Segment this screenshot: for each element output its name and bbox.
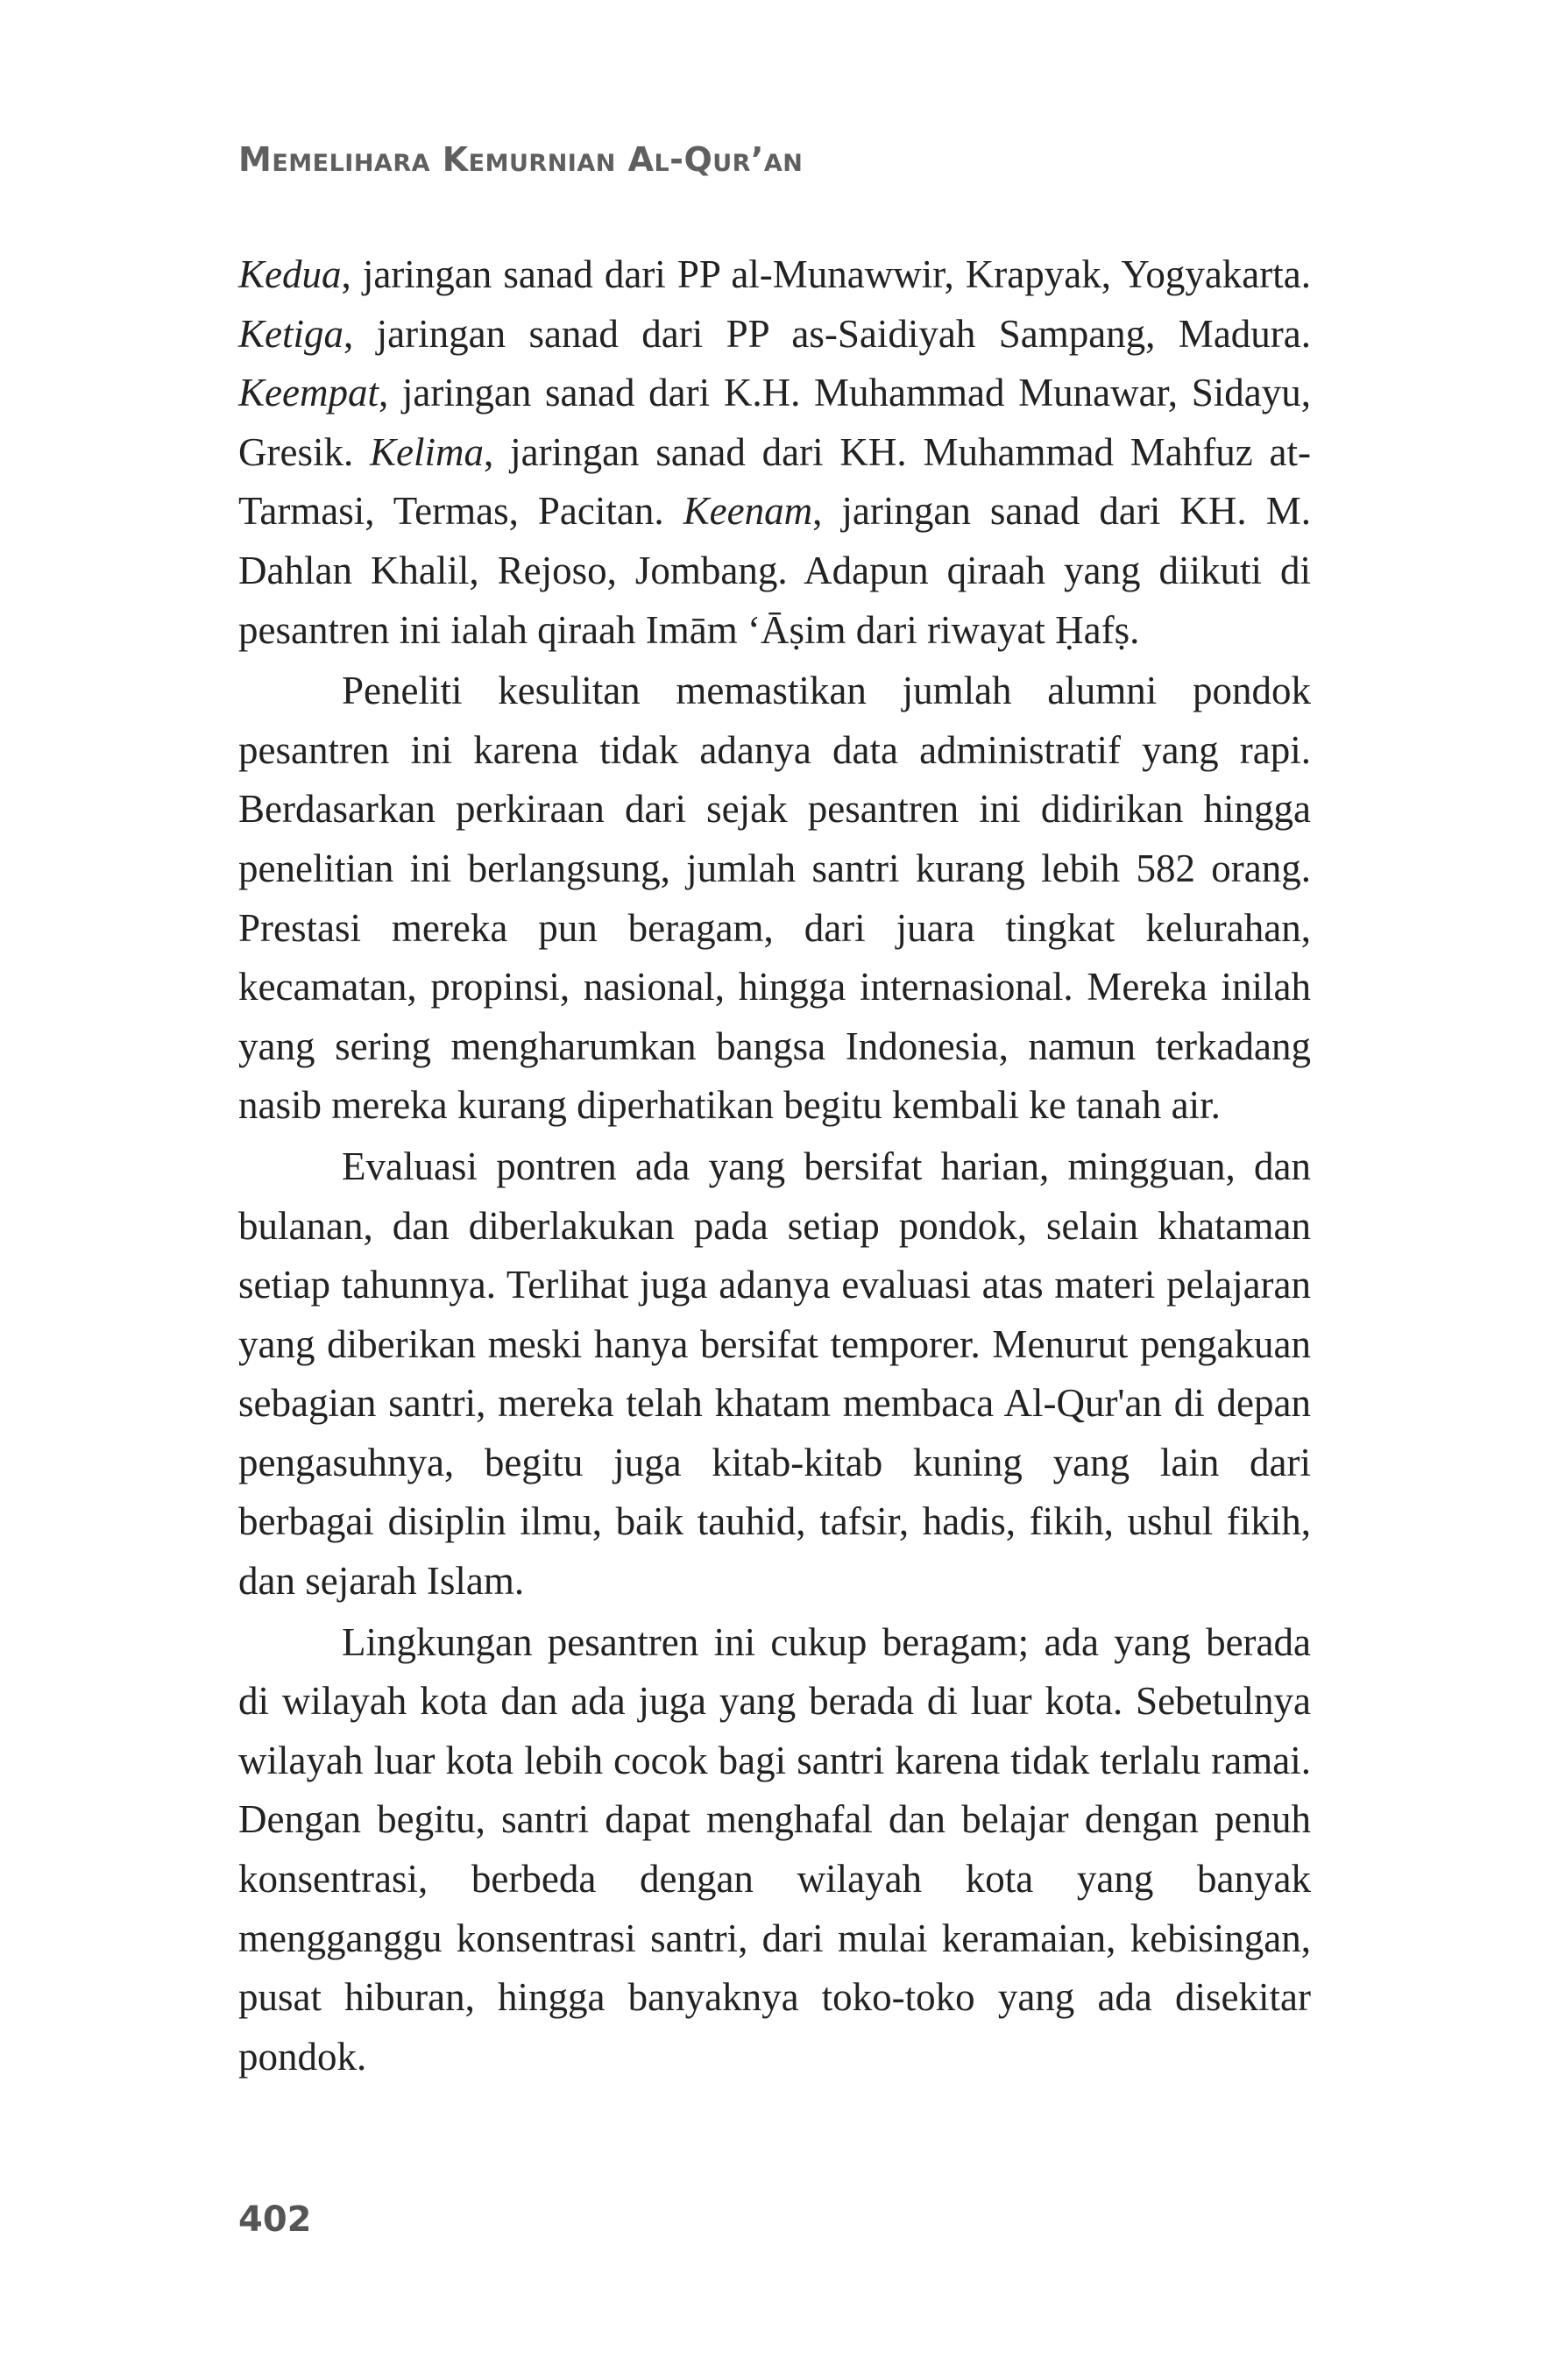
paragraph-2 [238,662,1311,1136]
enumeration-term: Kelima [370,429,485,474]
enumeration-term: Keenam [683,489,813,534]
enumeration-term: Keempat [238,371,379,415]
enumeration-term: Ketiga [238,311,343,356]
paragraph-text: , jaringan sanad dari KH. Muhammad Mahfuz at-Tarmasi, Termas, Pacitan. [238,429,1311,534]
body-text [238,245,1311,2088]
paragraph-text: , jaringan sanad dari K.H. Muhammad Munawar, Sidayu, Gresik. [238,371,1311,474]
paragraph-1 [238,245,1311,660]
paragraph-3 [238,1137,1311,1611]
paragraph-text: , jaringan sanad dari PP al-Munawwir, Krapyak, Yogyakarta. [341,252,1311,296]
enumeration-term: Kedua [238,252,342,296]
page-number: 402 [238,2199,312,2240]
paragraph-text: , jaringan sanad dari KH. M. Dahlan Khalil, Rejoso, Jombang. Adapun qiraah yang diikuti di pesantren ini ialah qiraah Imām ‘Āṣim dari riwayat Ḥafṣ. [238,489,1311,652]
paragraph-text: Lingkungan pesantren ini cukup beragam; ada yang berada di wilayah kota dan ada juga yang berada di luar kota. Sebetulnya wilayah luar kota lebih cocok bagi santri karena tidak terlalu ramai. Dengan begitu, santri dapat menghafal dan belajar dengan penuh konsentrasi, berbeda dengan wilayah kota yang banyak mengganggu konsentrasi santri, dari mulai keramaian, kebisingan, pusat hiburan, hingga banyaknya toko-toko yang ada disekitar pondok. [238,1619,1311,2079]
running-header: Memelihara Kemurnian Al-Qur’an [238,140,804,179]
paragraph-4 [238,1613,1311,2087]
paragraph-text: Peneliti kesulitan memastikan jumlah alumni pondok pesantren ini karena tidak adanya data administratif yang rapi. Berdasarkan perkiraan dari sejak pesantren ini didirikan hingga penelitian ini berlangsung, jumlah santri kurang lebih 582 orang. Prestasi mereka pun beragam, dari juara tingkat kelurahan, kecamatan, propinsi, nasional, hingga internasional. Mereka inilah yang sering mengharumkan bangsa Indonesia, namun terkadang nasib mereka kurang diperhatikan begitu kembali ke tanah air. [238,669,1311,1128]
paragraph-text: , jaringan sanad dari PP as-Saidiyah Sampang, Madura. [343,311,1311,356]
paragraph-text: Evaluasi pontren ada yang bersifat harian, mingguan, dan bulanan, dan diberlakukan pada setiap pondok, selain khataman setiap tahunnya. Terlihat juga adanya evaluasi atas materi pelajaran yang diberikan meski hanya bersifat temporer. Menurut pengakuan sebagian santri, mereka telah khatam membaca Al-Qur'an di depan pengasuhnya, begitu juga kitab-kitab kuning yang lain dari berbagai disiplin ilmu, baik tauhid, tafsir, hadis, fikih, ushul fikih, dan sejarah Islam. [238,1144,1311,1604]
